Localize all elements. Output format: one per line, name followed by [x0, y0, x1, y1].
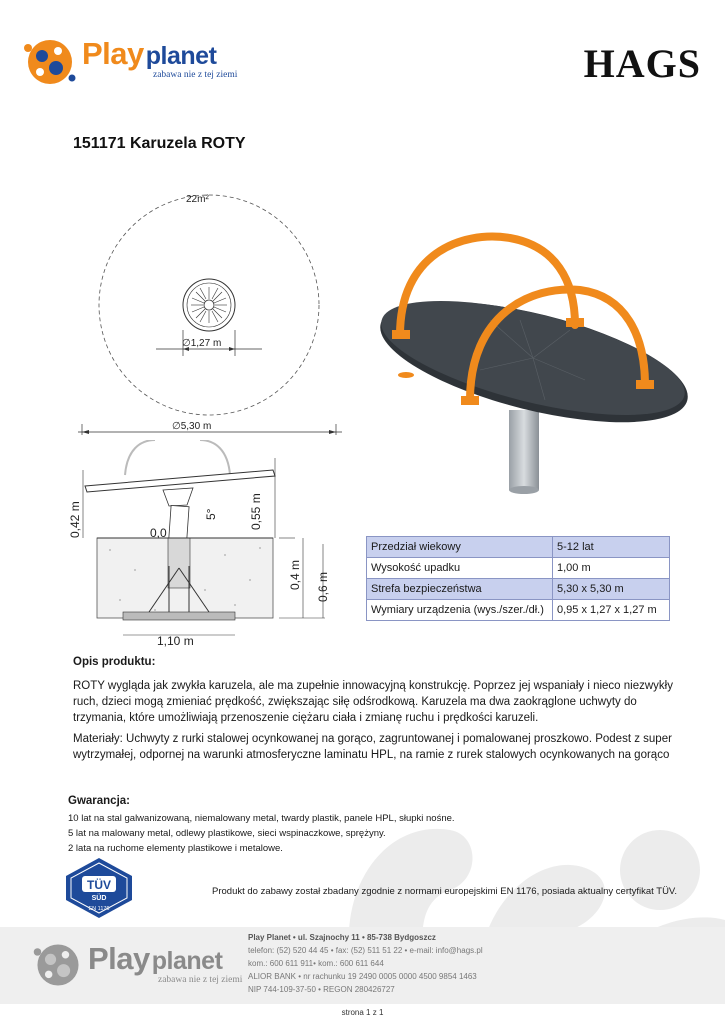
logo-figure-icon	[20, 34, 80, 90]
spec-label: Strefa bezpieczeństwa	[367, 579, 553, 600]
table-row	[367, 537, 670, 558]
footer-logo-tagline: zabawa nie z tej ziemi	[158, 975, 243, 985]
footer-bank-line: ALIOR BANK • nr rachunku 19 2490 0005 0000 4500 9854 1463	[248, 972, 477, 981]
footer-logo-wordmark	[88, 943, 222, 974]
spec-label: Wysokość upadku	[367, 558, 553, 579]
certification-text: Produkt do zabawy został zbadany zgodnie z normami europejskimi EN 1176, posiada aktualny certyfikat TÜV.	[212, 886, 678, 897]
tuv-sud-label: SÜD	[91, 895, 107, 902]
tuv-norm-label: EN 1176	[88, 906, 110, 912]
warranty-line: 5 lat na malowany metal, odlewy plastikowe, sieci wspinaczkowe, sprężyny.	[68, 828, 386, 839]
warranty-line: 2 lata na ruchome elementy plastikowe i metalowe.	[68, 843, 283, 854]
footer-nip-line: NIP 744-109-37-50 • REGON 280426727	[248, 985, 395, 994]
tuv-certificate-badge	[64, 856, 134, 920]
section-dim-04: 0,4 m	[288, 559, 302, 590]
spec-value: 0,95 x 1,27 x 1,27 m	[553, 600, 670, 621]
page-number: strona 1 z 1	[341, 1008, 384, 1017]
product-title: 151171 Karuzela ROTY	[73, 135, 246, 152]
warranty-heading: Gwarancja:	[68, 795, 130, 807]
section-dim-00: 0,0	[150, 526, 167, 540]
footer-mobile-line: kom.: 600 611 911• kom.: 600 611 644	[248, 959, 384, 968]
description-paragraph-1: ROTY wygląda jak zwykła karuzela, ale ma zupełnie innowacyjną konstrukcję. Poprzez jej wspaniały i nieco niezwykły ruch, dzieci mogą zmieniać prędkość, zwiększając siłę odśrodkową. Karuzela ma dwa zaokrąglone uchwyty do trzymania, które umożliwiają przenoszenie ciężaru ciała i zmianę ruchu i prędkości karuzeli.	[73, 680, 673, 724]
section-dim-055: 0,55 m	[249, 493, 263, 530]
plan-area-label: 22m²	[186, 194, 209, 205]
footer-company: Play Planet • ul. Szajnochy 11 • 85-738 Bydgoszcz	[248, 933, 436, 942]
description-paragraph-2: Materiały: Uchwyty z rurki stalowej ocynkowanej na gorąco, zagruntowanej i pomalowanej proszkowo. Podest z super wytrzymałej, odpornej na warunki atmosferyczne laminatu HPL, na ramie z rurek stalowych ocynkowanych na gorąco	[73, 733, 672, 761]
footer-phone-line: telefon: (52) 520 44 45 • fax: (52) 511 51 22 • e-mail: info@hags.pl	[248, 946, 483, 955]
footer-logo-planet-text: planet	[151, 947, 223, 975]
logo-tagline: zabawa nie z tej ziemi	[153, 70, 238, 80]
spec-value: 5-12 lat	[553, 537, 670, 558]
spec-value: 5,30 x 5,30 m	[553, 579, 670, 600]
table-row	[367, 579, 670, 600]
spec-value: 1,00 m	[553, 558, 670, 579]
section-angle: 5°	[204, 508, 218, 520]
plan-inner-diameter-label: ∅1,27 m	[182, 338, 222, 349]
footer-logo-play-text: Play	[88, 941, 150, 976]
product-image	[370, 220, 700, 520]
playplanet-logo	[20, 34, 240, 90]
logo-planet-text: planet	[145, 42, 217, 70]
logo-wordmark	[82, 38, 216, 69]
logo-play-text: Play	[82, 36, 144, 71]
footer-logo	[30, 937, 243, 993]
section-dim-042: 0,42 m	[68, 501, 82, 538]
plan-outer-diameter-label: ∅5,30 m	[172, 421, 212, 432]
tuv-label: TÜV	[87, 878, 111, 892]
spec-table	[366, 536, 670, 621]
table-row	[367, 558, 670, 579]
plan-view-drawing	[78, 180, 358, 435]
section-dim-06: 0,6 m	[316, 571, 330, 602]
description-heading: Opis produktu:	[73, 656, 156, 668]
spec-label: Przedział wiekowy	[367, 537, 553, 558]
warranty-list	[68, 811, 455, 856]
section-dim-110: 1,10 m	[157, 634, 194, 648]
hags-logo: HAGS	[583, 41, 701, 86]
spec-label: Wymiary urządzenia (wys./szer./dł.)	[367, 600, 553, 621]
section-drawing	[65, 440, 355, 650]
footer-contact	[248, 931, 483, 996]
footer-logo-figure-icon	[30, 937, 86, 993]
table-row	[367, 600, 670, 621]
warranty-line: 10 lat na stal galwanizowaną, niemalowany metal, twardy plastik, panele HPL, słupki nośne.	[68, 813, 455, 824]
